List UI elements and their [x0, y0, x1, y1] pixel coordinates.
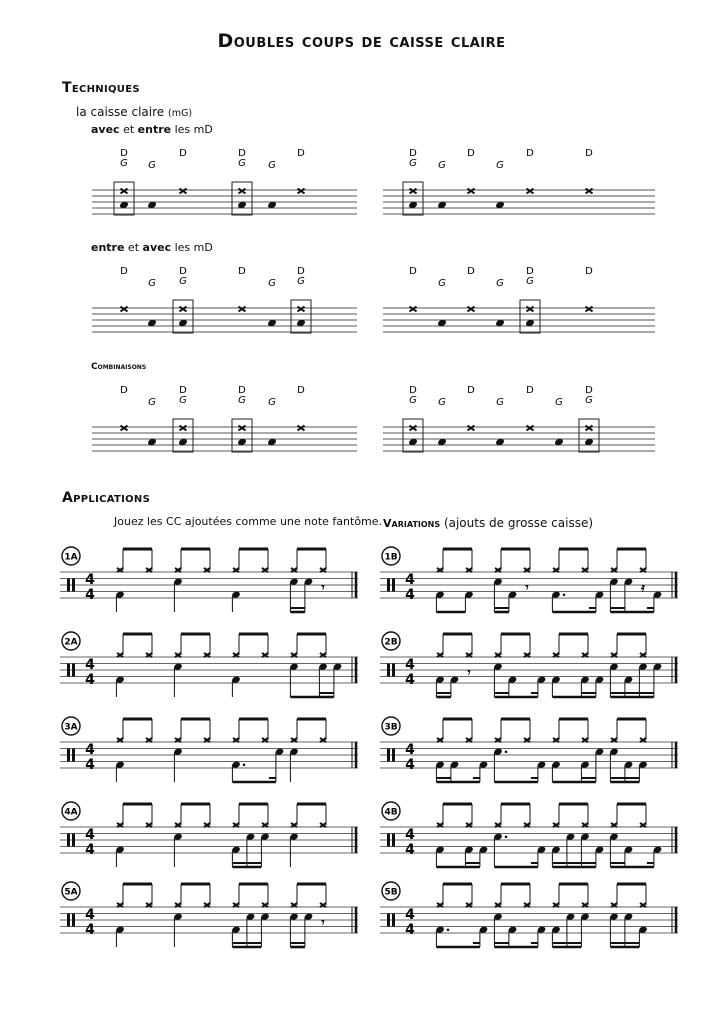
- exercise-2B: [380, 630, 685, 702]
- section-heading-techniques: Techniques: [62, 80, 140, 96]
- hihat-x-note-icon: [175, 823, 181, 827]
- hihat-x-note-icon: [437, 738, 443, 742]
- hihat-x-note-icon: [553, 738, 559, 742]
- right-hand-label: D: [467, 385, 475, 396]
- hihat-x-note-icon: [146, 653, 152, 657]
- double-stroke-box: [291, 300, 311, 333]
- techniques-intro: [76, 105, 192, 119]
- exercise-1B: [380, 545, 685, 617]
- technique-staff: [92, 377, 357, 462]
- hihat-x-note-icon: [320, 823, 326, 827]
- left-hand-label: G: [409, 395, 417, 406]
- right-hand-label: D: [238, 385, 246, 396]
- hihat-x-note-icon: [121, 189, 128, 194]
- hihat-x-note-icon: [175, 653, 181, 657]
- hihat-x-note-icon: [320, 903, 326, 907]
- left-hand-label: G: [438, 397, 446, 408]
- intro-paren: (mG): [168, 108, 193, 119]
- hihat-x-note-icon: [468, 307, 475, 312]
- left-hand-label: G: [585, 395, 593, 406]
- hihat-x-note-icon: [524, 903, 530, 907]
- hihat-x-note-icon: [524, 823, 530, 827]
- percussion-clef-icon: [67, 749, 70, 762]
- percussion-clef-icon: [387, 914, 390, 927]
- technique-staff: [383, 258, 663, 343]
- dot-icon: [243, 763, 246, 766]
- hihat-x-note-icon: [180, 189, 187, 194]
- right-hand-label: D: [120, 385, 128, 396]
- hihat-x-note-icon: [437, 653, 443, 657]
- time-signature-bottom: 4: [85, 922, 95, 938]
- hihat-x-note-icon: [175, 738, 181, 742]
- eighth-rest-icon: 𝄾: [321, 915, 325, 930]
- hihat-x-note-icon: [495, 903, 501, 907]
- hihat-x-note-icon: [495, 823, 501, 827]
- technique-staff: [383, 377, 663, 462]
- percussion-clef-icon: [392, 914, 395, 927]
- right-hand-label: D: [120, 266, 128, 277]
- right-hand-label: D: [179, 266, 187, 277]
- exercise-number: 3B: [384, 722, 398, 733]
- time-signature-top: 4: [405, 572, 415, 588]
- hihat-x-note-icon: [495, 568, 501, 572]
- right-hand-label: D: [297, 385, 305, 396]
- left-hand-label: G: [438, 278, 446, 289]
- hihat-x-note-icon: [640, 568, 646, 572]
- time-signature-top: 4: [85, 827, 95, 843]
- percussion-clef-icon: [67, 579, 70, 592]
- exercise-number: 5A: [64, 887, 78, 898]
- hihat-x-note-icon: [117, 568, 123, 572]
- exercise-3B: [380, 715, 685, 787]
- left-hand-label: G: [179, 395, 187, 406]
- hihat-x-note-icon: [204, 738, 210, 742]
- time-signature-top: 4: [85, 742, 95, 758]
- hihat-x-note-icon: [468, 426, 475, 431]
- percussion-clef-icon: [392, 664, 395, 677]
- hihat-x-note-icon: [175, 568, 181, 572]
- hihat-x-note-icon: [495, 738, 501, 742]
- time-signature-bottom: 4: [405, 922, 415, 938]
- left-hand-label: G: [496, 160, 504, 171]
- exercise-5A: [60, 880, 365, 952]
- hihat-x-note-icon: [611, 823, 617, 827]
- hihat-x-note-icon: [117, 653, 123, 657]
- hihat-x-note-icon: [582, 568, 588, 572]
- hihat-x-note-icon: [586, 307, 593, 312]
- dot-icon: [505, 835, 508, 838]
- right-hand-label: D: [526, 385, 534, 396]
- hihat-x-note-icon: [262, 568, 268, 572]
- time-signature-top: 4: [85, 657, 95, 673]
- hihat-x-note-icon: [204, 823, 210, 827]
- right-hand-label: D: [409, 148, 417, 159]
- time-signature-bottom: 4: [405, 672, 415, 688]
- hihat-x-note-icon: [640, 653, 646, 657]
- hihat-x-note-icon: [298, 426, 305, 431]
- time-signature-top: 4: [405, 907, 415, 923]
- left-hand-label: G: [438, 160, 446, 171]
- hihat-x-note-icon: [524, 653, 530, 657]
- hihat-x-note-icon: [233, 653, 239, 657]
- label-bold: entre: [137, 123, 172, 136]
- hihat-x-note-icon: [233, 568, 239, 572]
- hihat-x-note-icon: [468, 189, 475, 194]
- hihat-x-note-icon: [180, 307, 187, 312]
- page-title: Doubles coups de caisse claire: [217, 30, 506, 52]
- hihat-x-note-icon: [640, 903, 646, 907]
- right-hand-label: D: [409, 385, 417, 396]
- double-stroke-box: [232, 419, 252, 452]
- hihat-x-note-icon: [553, 903, 559, 907]
- time-signature-bottom: 4: [85, 587, 95, 603]
- exercise-4A: [60, 800, 365, 872]
- hihat-x-note-icon: [291, 568, 297, 572]
- exercise-number: 3A: [64, 722, 78, 733]
- sixteenth-rest-icon: 𝄿: [641, 580, 645, 595]
- left-hand-label: G: [297, 276, 305, 287]
- hihat-x-note-icon: [611, 568, 617, 572]
- percussion-clef-icon: [387, 749, 390, 762]
- intro-text: la caisse claire: [76, 105, 165, 119]
- variations-note: (ajouts de grosse caisse): [443, 516, 594, 530]
- hihat-x-note-icon: [291, 653, 297, 657]
- hihat-x-note-icon: [233, 823, 239, 827]
- left-hand-label: G: [268, 278, 276, 289]
- percussion-clef-icon: [387, 579, 390, 592]
- hihat-x-note-icon: [233, 738, 239, 742]
- hihat-x-note-icon: [611, 653, 617, 657]
- right-hand-label: D: [585, 385, 593, 396]
- group-label-2: [91, 241, 213, 254]
- hihat-x-note-icon: [298, 189, 305, 194]
- double-stroke-box: [232, 182, 252, 215]
- double-stroke-box: [173, 300, 193, 333]
- label-end: les mD: [171, 241, 213, 254]
- technique-staff: [92, 258, 357, 343]
- hihat-x-note-icon: [611, 903, 617, 907]
- label-mid: et: [119, 123, 138, 136]
- variations-header: [383, 516, 593, 530]
- exercise-number: 1A: [64, 552, 78, 563]
- hihat-x-note-icon: [527, 426, 534, 431]
- exercise-1A: [60, 545, 365, 617]
- label-end: les mD: [171, 123, 213, 136]
- left-hand-label: G: [120, 158, 128, 169]
- hihat-x-note-icon: [466, 823, 472, 827]
- hihat-x-note-icon: [262, 903, 268, 907]
- hihat-x-note-icon: [239, 426, 246, 431]
- left-hand-label: G: [148, 397, 156, 408]
- hihat-x-note-icon: [495, 653, 501, 657]
- exercise-number: 4B: [384, 807, 398, 818]
- right-hand-label: D: [297, 266, 305, 277]
- hihat-x-note-icon: [117, 903, 123, 907]
- double-stroke-box: [114, 182, 134, 215]
- hihat-x-note-icon: [466, 738, 472, 742]
- exercise-3A: [60, 715, 365, 787]
- percussion-clef-icon: [72, 914, 75, 927]
- left-hand-label: G: [555, 397, 563, 408]
- time-signature-top: 4: [405, 657, 415, 673]
- percussion-clef-icon: [67, 914, 70, 927]
- hihat-x-note-icon: [204, 568, 210, 572]
- hihat-x-note-icon: [146, 823, 152, 827]
- right-hand-label: D: [585, 148, 593, 159]
- right-hand-label: D: [120, 148, 128, 159]
- percussion-clef-icon: [72, 834, 75, 847]
- hihat-x-note-icon: [640, 738, 646, 742]
- hihat-x-note-icon: [553, 653, 559, 657]
- hihat-x-note-icon: [117, 738, 123, 742]
- hihat-x-note-icon: [121, 307, 128, 312]
- left-hand-label: G: [496, 278, 504, 289]
- left-hand-label: G: [148, 278, 156, 289]
- hihat-x-note-icon: [239, 307, 246, 312]
- hihat-x-note-icon: [524, 738, 530, 742]
- percussion-clef-icon: [72, 664, 75, 677]
- eighth-rest-icon: 𝄾: [467, 665, 471, 680]
- hihat-x-note-icon: [527, 307, 534, 312]
- variations-heading: Variations: [383, 517, 441, 530]
- percussion-clef-icon: [392, 579, 395, 592]
- eighth-rest-icon: 𝄾: [321, 580, 325, 595]
- time-signature-bottom: 4: [85, 842, 95, 858]
- hihat-x-note-icon: [320, 568, 326, 572]
- exercise-number: 4A: [64, 807, 78, 818]
- hihat-x-note-icon: [466, 653, 472, 657]
- exercise-number: 2B: [384, 637, 398, 648]
- hihat-x-note-icon: [320, 653, 326, 657]
- exercise-5B: [380, 880, 685, 952]
- exercise-number: 1B: [384, 552, 398, 563]
- hihat-x-note-icon: [410, 189, 417, 194]
- time-signature-top: 4: [405, 827, 415, 843]
- section-heading-applications: Applications: [62, 490, 151, 506]
- group-heading-combinaisons: Combinaisons: [91, 362, 147, 372]
- right-hand-label: D: [467, 148, 475, 159]
- percussion-clef-icon: [72, 579, 75, 592]
- hihat-x-note-icon: [437, 823, 443, 827]
- hihat-x-note-icon: [611, 738, 617, 742]
- time-signature-bottom: 4: [85, 757, 95, 773]
- hihat-x-note-icon: [146, 903, 152, 907]
- hihat-x-note-icon: [204, 653, 210, 657]
- time-signature-top: 4: [85, 572, 95, 588]
- dot-icon: [447, 928, 450, 931]
- hihat-x-note-icon: [553, 568, 559, 572]
- time-signature-bottom: 4: [405, 757, 415, 773]
- left-hand-label: G: [238, 158, 246, 169]
- hihat-x-note-icon: [466, 568, 472, 572]
- hihat-x-note-icon: [466, 903, 472, 907]
- exercise-number: 5B: [384, 887, 398, 898]
- double-stroke-box: [173, 419, 193, 452]
- hihat-x-note-icon: [175, 903, 181, 907]
- double-stroke-box: [403, 419, 423, 452]
- left-hand-label: G: [496, 397, 504, 408]
- hihat-x-note-icon: [117, 823, 123, 827]
- technique-staff: [92, 140, 357, 225]
- double-stroke-box: [520, 300, 540, 333]
- left-hand-label: G: [148, 160, 156, 171]
- hihat-x-note-icon: [410, 426, 417, 431]
- group-label-1: [91, 123, 213, 136]
- hihat-x-note-icon: [291, 823, 297, 827]
- hihat-x-note-icon: [582, 738, 588, 742]
- hihat-x-note-icon: [291, 903, 297, 907]
- time-signature-bottom: 4: [405, 587, 415, 603]
- exercise-4B: [380, 800, 685, 872]
- hihat-x-note-icon: [146, 738, 152, 742]
- hihat-x-note-icon: [262, 738, 268, 742]
- exercise-number: 2A: [64, 637, 78, 648]
- right-hand-label: D: [526, 266, 534, 277]
- hihat-x-note-icon: [410, 307, 417, 312]
- hihat-x-note-icon: [437, 903, 443, 907]
- hihat-x-note-icon: [146, 568, 152, 572]
- time-signature-bottom: 4: [85, 672, 95, 688]
- hihat-x-note-icon: [582, 653, 588, 657]
- right-hand-label: D: [409, 266, 417, 277]
- eighth-rest-icon: 𝄾: [525, 580, 529, 595]
- applications-instruction: Jouez les CC ajoutées comme une note fantôme.: [114, 515, 383, 528]
- hihat-x-note-icon: [582, 903, 588, 907]
- left-hand-label: G: [238, 395, 246, 406]
- hihat-x-note-icon: [291, 738, 297, 742]
- percussion-clef-icon: [392, 749, 395, 762]
- right-hand-label: D: [179, 148, 187, 159]
- time-signature-bottom: 4: [405, 842, 415, 858]
- left-hand-label: G: [179, 276, 187, 287]
- percussion-clef-icon: [67, 834, 70, 847]
- percussion-clef-icon: [67, 664, 70, 677]
- hihat-x-note-icon: [437, 568, 443, 572]
- hihat-x-note-icon: [586, 426, 593, 431]
- right-hand-label: D: [526, 148, 534, 159]
- left-hand-label: G: [268, 397, 276, 408]
- hihat-x-note-icon: [298, 307, 305, 312]
- percussion-clef-icon: [72, 749, 75, 762]
- percussion-clef-icon: [392, 834, 395, 847]
- dot-icon: [505, 750, 508, 753]
- hihat-x-note-icon: [239, 189, 246, 194]
- double-stroke-box: [579, 419, 599, 452]
- hihat-x-note-icon: [586, 189, 593, 194]
- left-hand-label: G: [268, 160, 276, 171]
- double-stroke-box: [403, 182, 423, 215]
- right-hand-label: D: [238, 148, 246, 159]
- right-hand-label: D: [585, 266, 593, 277]
- right-hand-label: D: [467, 266, 475, 277]
- right-hand-label: D: [297, 148, 305, 159]
- hihat-x-note-icon: [121, 426, 128, 431]
- hihat-x-note-icon: [640, 823, 646, 827]
- hihat-x-note-icon: [527, 189, 534, 194]
- left-hand-label: G: [526, 276, 534, 287]
- percussion-clef-icon: [387, 834, 390, 847]
- hihat-x-note-icon: [204, 903, 210, 907]
- hihat-x-note-icon: [320, 738, 326, 742]
- hihat-x-note-icon: [262, 823, 268, 827]
- hihat-x-note-icon: [582, 823, 588, 827]
- label-bold: entre: [91, 241, 125, 254]
- exercise-2A: [60, 630, 365, 702]
- label-mid: et: [124, 241, 143, 254]
- dot-icon: [563, 593, 566, 596]
- label-bold: avec: [142, 241, 172, 254]
- percussion-clef-icon: [387, 664, 390, 677]
- left-hand-label: G: [409, 158, 417, 169]
- time-signature-top: 4: [405, 742, 415, 758]
- hihat-x-note-icon: [553, 823, 559, 827]
- right-hand-label: D: [238, 266, 246, 277]
- hihat-x-note-icon: [180, 426, 187, 431]
- hihat-x-note-icon: [524, 568, 530, 572]
- right-hand-label: D: [179, 385, 187, 396]
- hihat-x-note-icon: [233, 903, 239, 907]
- label-bold: avec: [91, 123, 120, 136]
- hihat-x-note-icon: [262, 653, 268, 657]
- technique-staff: [383, 140, 663, 225]
- time-signature-top: 4: [85, 907, 95, 923]
